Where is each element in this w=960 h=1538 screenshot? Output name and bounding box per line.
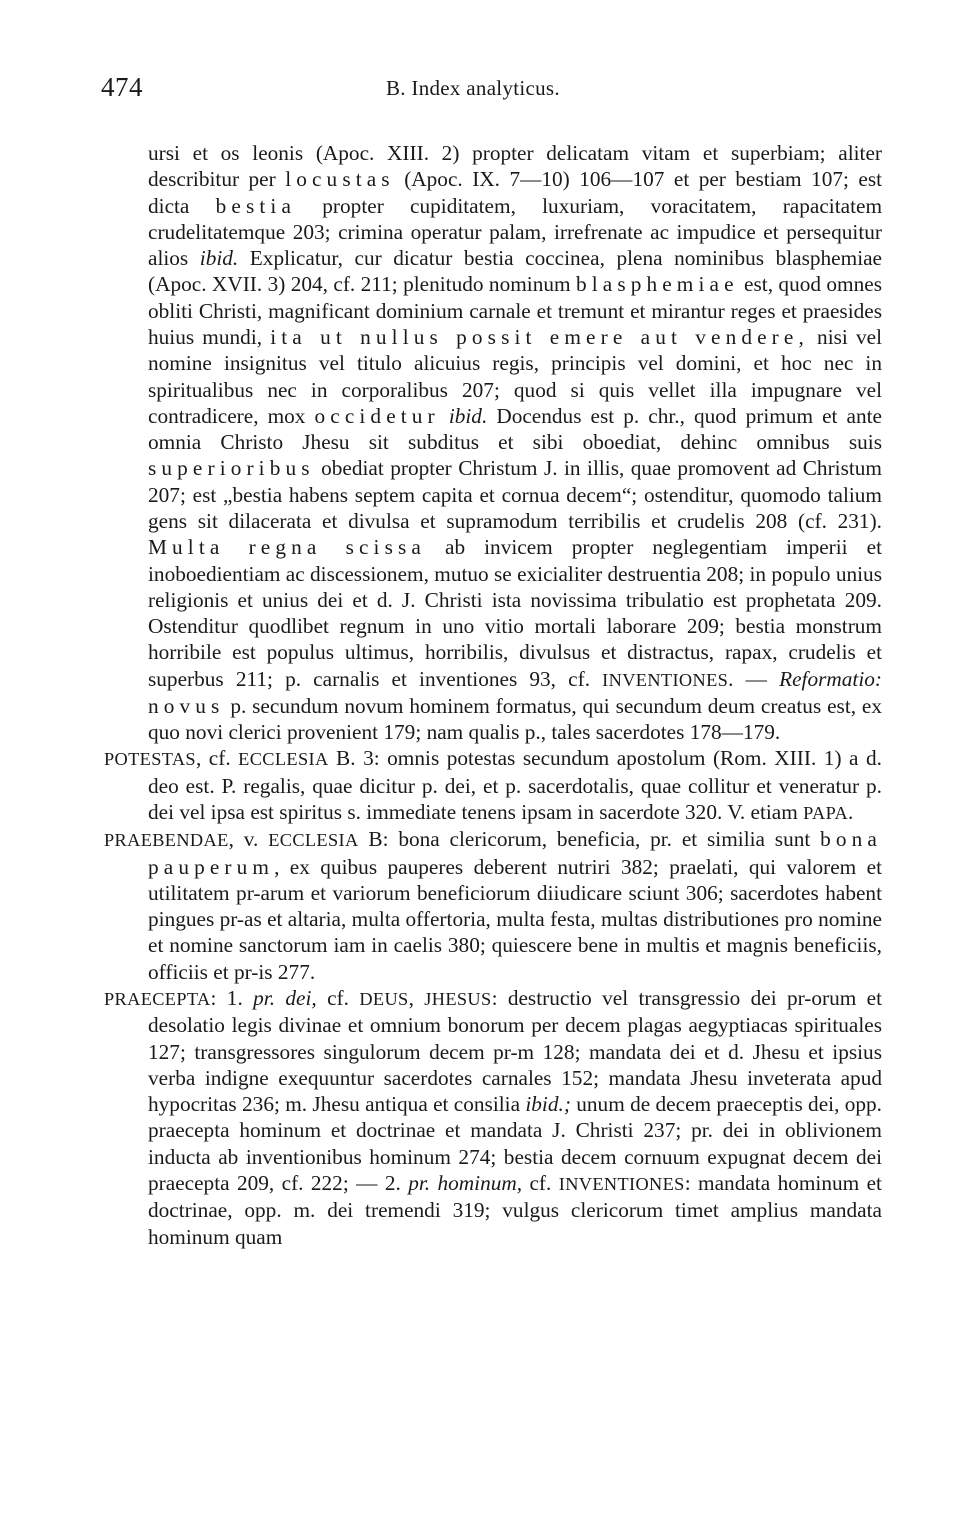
index-text: [104, 140, 882, 1250]
text-run: cf.: [327, 986, 349, 1010]
index-entry-continuation: [104, 140, 882, 745]
cross-reference: DEUS: [359, 989, 409, 1009]
cross-reference: ECCLESIA: [238, 749, 329, 770]
text-run: ursi et os leonis (Apoc. XIII. 2) propter delicatam vitam et superbiam; aliter describitur per: [148, 141, 882, 192]
text-run: ab invicem propter neglegentiam imperii et inoboedientiam ac discessionem, mutuo se exicialiter destruentia 208; in populo unius religionis et unius dei et d. J. Christi ista novissima tribulatio est prophetata 209. Ostenditur quodlibet regnum in uno vitio mortali laborare 209; bestia monstrum horribile est populus ultimus, horribilis, divulsus et distractus, rapax, crudelis et superbus 211; p. carnalis et inventiones 93, cf.: [148, 535, 883, 691]
italic-subheading: pr. hominum,: [408, 1170, 523, 1195]
text-run: (Apoc. IX. 7—10) 106—107 et per bestiam 107; est dicta: [148, 167, 883, 218]
spaced-term: bona pauperum: [148, 827, 882, 879]
text-run: Docendus est p. chr., quod primum et ante omnia Christo Jhesu sit subditus et sibi oboediat, dehinc omnibus suis: [148, 403, 882, 455]
italic-reference: ibid.: [199, 246, 239, 271]
cross-reference: JHESUS: [424, 989, 492, 1009]
text-run: , ex quibus pauperes deberent nutriri 382; praelati, qui valorem et utilitatem pr-arum et variorum beneficiorum diiudicare sciunt 306; sacerdotes habent pingues pr-as et altaria, multa offertoria, multa festa, multas distributiones pro nomine et nomine sanctorum iam in caelis 380; quiescere bene in multis et magnis beneficiis, officiis et pr-is 277.: [148, 854, 882, 984]
entry-headword: POTESTAS: [104, 749, 196, 770]
text-run: propter cupiditatem, luxuriam, voracitatem, rapacitatem crudelitatemque 203; crimina operatur palam, irrefrenate ac impudice et persequitur alios: [148, 193, 883, 271]
spaced-term: blasphemiae: [575, 272, 739, 297]
text-run: : destructio vel transgressio dei pr-orum et desolatio legis divinae et omnium bonorum per decem plagas aegyptiacas spirituales 127; transgressores singulorum decem pr-m 128; mandata dei et d. Jhesu et ipsius verba indigne exequuntur sacerdotes carnales 152; mandata Jhesu inveterata apud hypocritas 236; m. Jhesu antiqua et consilia: [148, 986, 883, 1117]
page-header: [0, 72, 960, 112]
entry-headword: PRAECEPTA: [104, 989, 211, 1009]
cross-reference: INVENTIONES: [558, 1173, 685, 1194]
spaced-term: occidetur: [314, 403, 440, 428]
text-run: B: bona clericorum, beneficia, pr. et similia sunt: [368, 827, 811, 852]
index-entry-praecepta: [104, 985, 882, 1250]
text-run: . —: [728, 666, 767, 691]
text-run: est, quod omnes obliti Christi, magnificant dominium carnale et tremunt et mirantur reges et praesides huius mundi,: [148, 272, 883, 349]
spaced-term: superioribus: [148, 456, 315, 481]
text-run: unum de decem praeceptis dei, opp. praecepta hominum et doctrinae et mandata J. Christi 237; pr. dei in oblivionem inducta ab inventionibus hominum 274; bestia decem cornuum expugnat decem dei praecepta 209, cf. 222; — 2.: [148, 1092, 882, 1195]
text-run: : 1.: [210, 986, 243, 1010]
text-run: cf.: [529, 1170, 552, 1195]
cross-reference: PAPA: [803, 803, 849, 824]
spaced-term: Multa regna scissa: [148, 535, 426, 560]
spaced-term: locustas: [285, 167, 395, 192]
text-run: , cf.: [195, 746, 231, 771]
cross-reference: INVENTIONES: [602, 669, 729, 690]
italic-heading: Reformatio:: [779, 666, 883, 691]
text-run: ,: [408, 986, 414, 1010]
text-run: .: [848, 800, 854, 825]
index-entry-potestas: [104, 745, 882, 826]
text-run: : mandata hominum et doctrinae, opp. m. dei tremendi 319; vulgus clericorum timet amplius mandata hominum quam: [148, 1170, 882, 1249]
text-run: B. 3: omnis potestas secundum apostolum (Rom. XIII. 1) a d. deo est. P. regalis, quae dicitur p. dei, et p. sacerdotalis, quae collitur et veneratur p. dei vel ipsa est spiritus s. immediate tenens ipsam in sacerdote 320. V. etiam: [148, 746, 882, 825]
running-head: B. Index analyticus.: [386, 76, 560, 100]
italic-reference: ibid.;: [525, 1092, 571, 1117]
spaced-term: bestia: [215, 193, 297, 218]
entry-headword: PRAEBENDAE: [104, 830, 229, 851]
italic-subheading: pr. dei,: [253, 986, 317, 1010]
text-run: p. secundum novum hominem formatus, qui secundum deum creatus est, ex quo novi clerici provenient 179; nam qualis p., tales sacerdotes 178—179.: [148, 693, 883, 745]
spaced-term: ita ut nullus possit emere aut vendere,: [270, 324, 809, 349]
text-run: nisi vel nomine insignitus vel titulo alicuius regis, principis vel domini, et hoc nec in spiritualibus nec in corporalibus 207; quod si quis vellet illa impugnare vel contradicere, mox: [148, 324, 882, 428]
index-entry-praebendae: [104, 826, 882, 985]
cross-reference: ECCLESIA: [268, 830, 359, 851]
text-run: obediat propter Christum J. in illis, quae promovent ad Christum 207; est „bestia habens septem capita et cornua decem“; ostenditur, quomodo talium gens sit dilacerata et divulsa et supramodum terribilis et crudelis 208 (cf. 231).: [148, 456, 882, 533]
spaced-term: novus: [148, 693, 225, 718]
italic-reference: ibid.: [448, 403, 488, 428]
text-run: , v.: [228, 827, 259, 852]
page-number: 474: [101, 72, 143, 102]
text-run: Explicatur, cur dicatur bestia coccinea, plena nominibus blasphemiae (Apoc. XVII. 3) 204, cf. 211; plenitudo nominum: [148, 246, 883, 297]
